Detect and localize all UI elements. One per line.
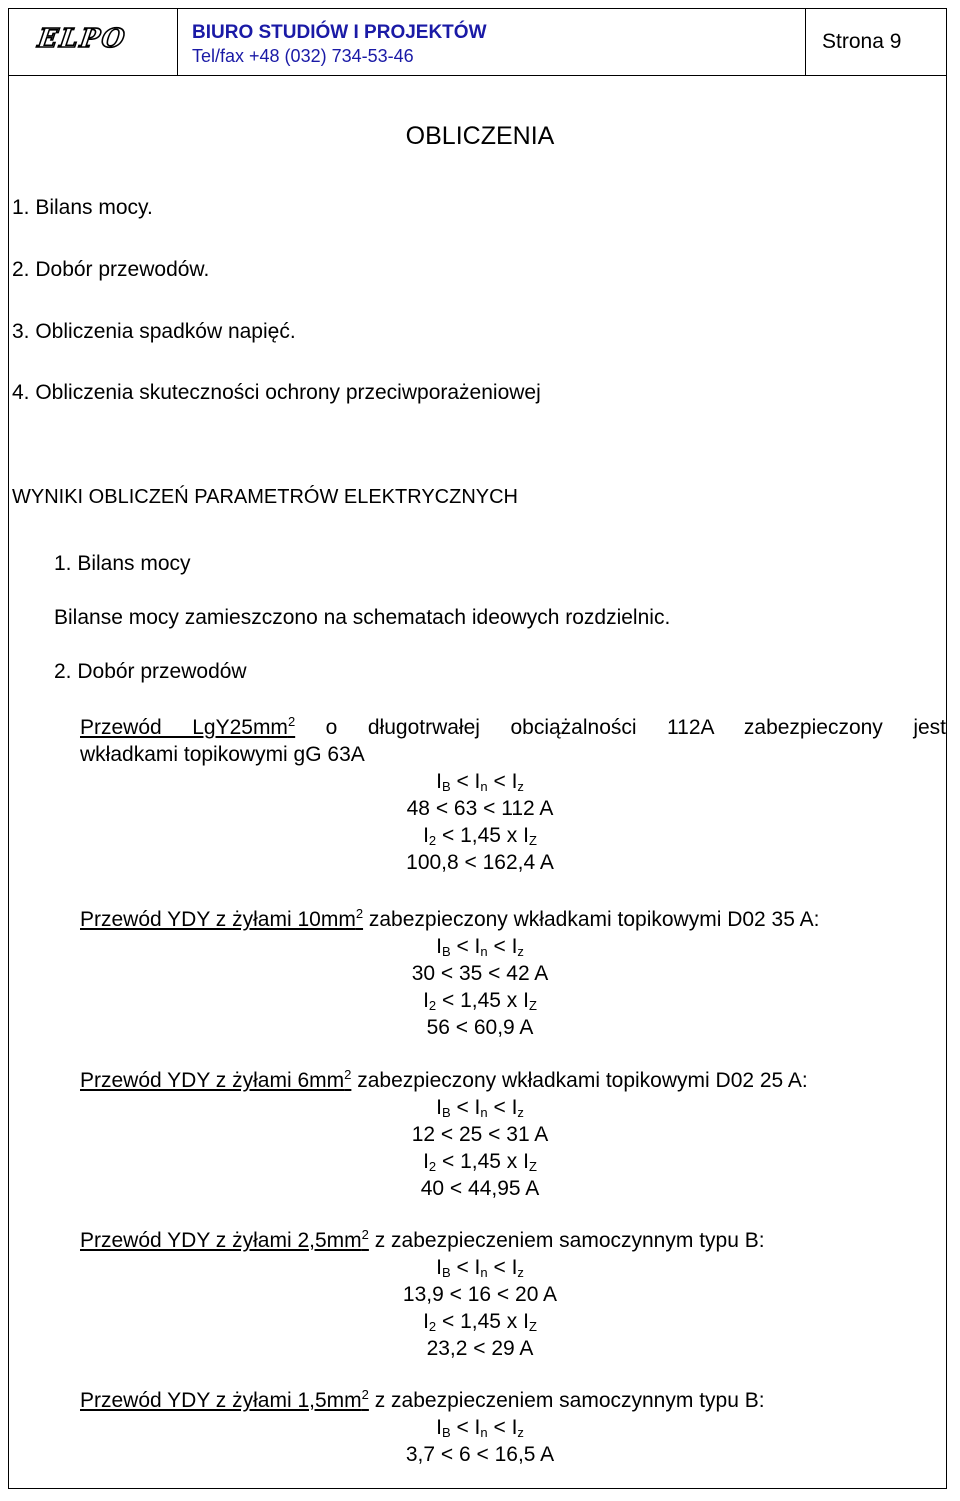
cable-3-description: Przewód YDY z żyłami $6mm^2$ zabezpieczony wkładkami topikowymi D02 25 A:: [80, 1067, 808, 1092]
cable-3-values-2: 40 < 44,95 A: [420, 1177, 540, 1200]
formula-overload-condition: $I_2 < 1,45$ x $I_Z$: [423, 1150, 537, 1174]
cable-5-description: Przewód YDY z żyłami $1,5mm^2$ z zabezpieczeniem samoczynnym typu B:: [80, 1387, 765, 1412]
section-1-text: Bilanse mocy zamieszczono na schematach ideowych rozdzielnic.: [54, 606, 671, 629]
cable-1-values-2: 100,8 < 162,4 A: [406, 851, 554, 874]
formula-overload-condition: $I_2 < 1,45$ x $I_Z$: [423, 1310, 537, 1334]
results-heading: WYNIKI OBLICZEŃ PARAMETRÓW ELEKTRYCZNYCH: [12, 486, 518, 508]
formula-current-condition: $I_B < I_n < I_z$: [436, 1256, 524, 1280]
elpo-logo: ELPO: [35, 24, 129, 54]
formula-current-condition: $I_B < I_n < I_z$: [436, 770, 524, 794]
company-name: BIURO STUDIÓW I PROJEKTÓW: [192, 22, 487, 43]
formula-current-condition: $I_B < I_n < I_z$: [436, 1416, 524, 1440]
toc-item: 3. Obliczenia spadków napięć.: [12, 320, 296, 343]
formula-overload-condition: $I_2 < 1,45$ x $I_Z$: [423, 989, 537, 1013]
section-2-heading: 2. Dobór przewodów: [54, 660, 247, 683]
company-tel: Tel/fax +48 (032) 734-53-46: [192, 46, 414, 66]
cable-4-description: Przewód YDY z żyłami $2,5mm^2$ z zabezpieczeniem samoczynnym typu B:: [80, 1227, 765, 1252]
toc-item: 1. Bilans mocy.: [12, 196, 153, 219]
toc-item: 2. Dobór przewodów.: [12, 258, 210, 281]
cable-2-name: Przewód YDY z żyłami $10mm^2$: [80, 906, 364, 931]
page-header: [8, 8, 947, 76]
cable-2-values-1: 30 < 35 < 42 A: [411, 962, 549, 985]
formula-current-condition: $I_B < I_n < I_z$: [436, 1096, 524, 1120]
cable-3-name: Przewód YDY z żyłami $6mm^2$: [80, 1067, 352, 1092]
page-title: OBLICZENIA: [405, 122, 555, 150]
section-1-heading: 1. Bilans mocy: [54, 552, 191, 575]
formula-overload-condition: $I_2 < 1,45$ x $I_Z$: [423, 824, 537, 848]
cable-2-description: Przewód YDY z żyłami $10mm^2$ zabezpieczony wkładkami topikowymi D02 35 A:: [80, 906, 820, 931]
cable-4-values-2: 23,2 < 29 A: [426, 1337, 534, 1360]
cable-4-values-1: 13,9 < 16 < 20 A: [402, 1283, 558, 1306]
company-cell: [178, 8, 806, 75]
cable-4-name: Przewód YDY z żyłami $2,5mm^2$: [80, 1227, 369, 1252]
page-number: Strona 9: [822, 30, 902, 53]
cable-5-name: Przewód YDY z żyłami $1,5mm^2$: [80, 1387, 369, 1412]
cable-1-description-cont: wkładkami topikowymi gG 63A: [80, 743, 365, 766]
cable-1-description: Przewód $LgY25mm^2$ o długotrwałej obciążalności 112A zabezpieczony jest: [80, 714, 947, 739]
cable-1-values-1: 48 < 63 < 112 A: [406, 797, 554, 820]
logo-cell: [8, 8, 178, 75]
cable-5-values-1: 3,7 < 6 < 16,5 A: [405, 1443, 555, 1466]
cable-3-values-1: 12 < 25 < 31 A: [411, 1123, 549, 1146]
cable-2-values-2: 56 < 60,9 A: [426, 1016, 534, 1039]
formula-current-condition: $I_B < I_n < I_z$: [436, 935, 524, 959]
cable-1-name: Przewód $LgY25mm^2$: [80, 714, 296, 739]
toc-item: 4. Obliczenia skuteczności ochrony przeciwporażeniowej: [12, 381, 541, 404]
